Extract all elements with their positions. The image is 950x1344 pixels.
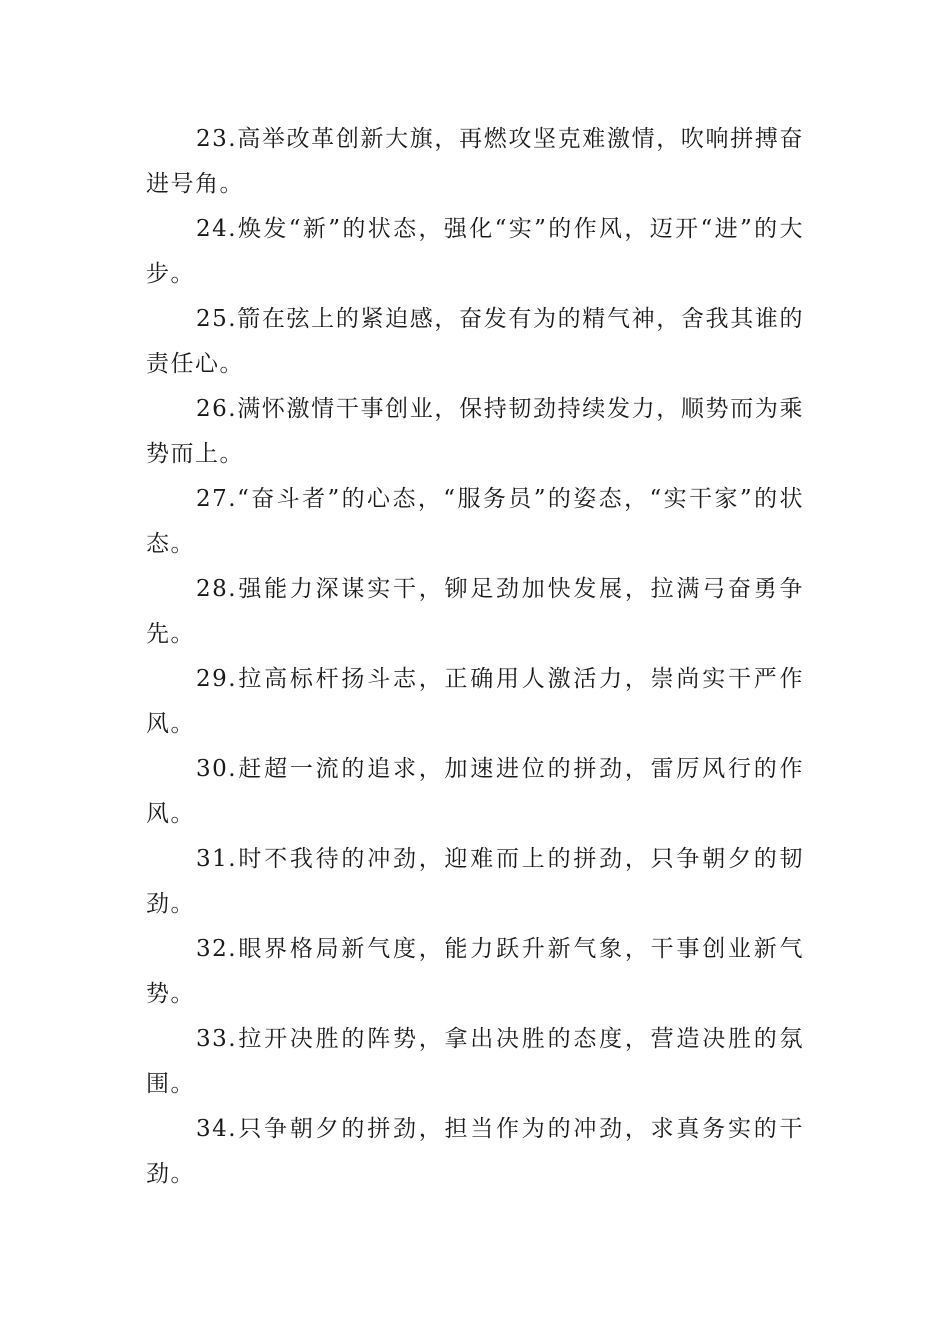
list-item: 30.赶超一流的追求，加速进位的拼劲，雷厉风行的作风。 bbox=[146, 756, 804, 827]
list-item: 24.焕发“新”的状态，强化“实”的作风，迈开“进”的大步。 bbox=[146, 216, 804, 287]
list-item: 25.箭在弦上的紧迫感，奋发有为的精气神，舍我其谁的责任心。 bbox=[146, 306, 804, 377]
list-item: 33.拉开决胜的阵势，拿出决胜的态度，营造决胜的氛围。 bbox=[146, 1026, 804, 1097]
list-item: 31.时不我待的冲劲，迎难而上的拼劲，只争朝夕的韧劲。 bbox=[146, 846, 804, 917]
list-item: 27.“奋斗者”的心态，“服务员”的姿态，“实干家”的状态。 bbox=[146, 486, 804, 557]
list-item: 28.强能力深谋实干，铆足劲加快发展，拉满弓奋勇争先。 bbox=[146, 576, 804, 647]
list-item: 23.高举改革创新大旗，再燃攻坚克难激情，吹响拼搏奋进号角。 bbox=[146, 126, 804, 197]
list-item: 34.只争朝夕的拼劲，担当作为的冲劲，求真务实的干劲。 bbox=[146, 1116, 804, 1187]
document-body bbox=[146, 117, 804, 1197]
list-item: 26.满怀激情干事创业，保持韧劲持续发力，顺势而为乘势而上。 bbox=[146, 396, 804, 467]
list-item: 32.眼界格局新气度，能力跃升新气象，干事创业新气势。 bbox=[146, 936, 804, 1007]
list-item: 29.拉高标杆扬斗志，正确用人激活力，崇尚实干严作风。 bbox=[146, 666, 804, 737]
